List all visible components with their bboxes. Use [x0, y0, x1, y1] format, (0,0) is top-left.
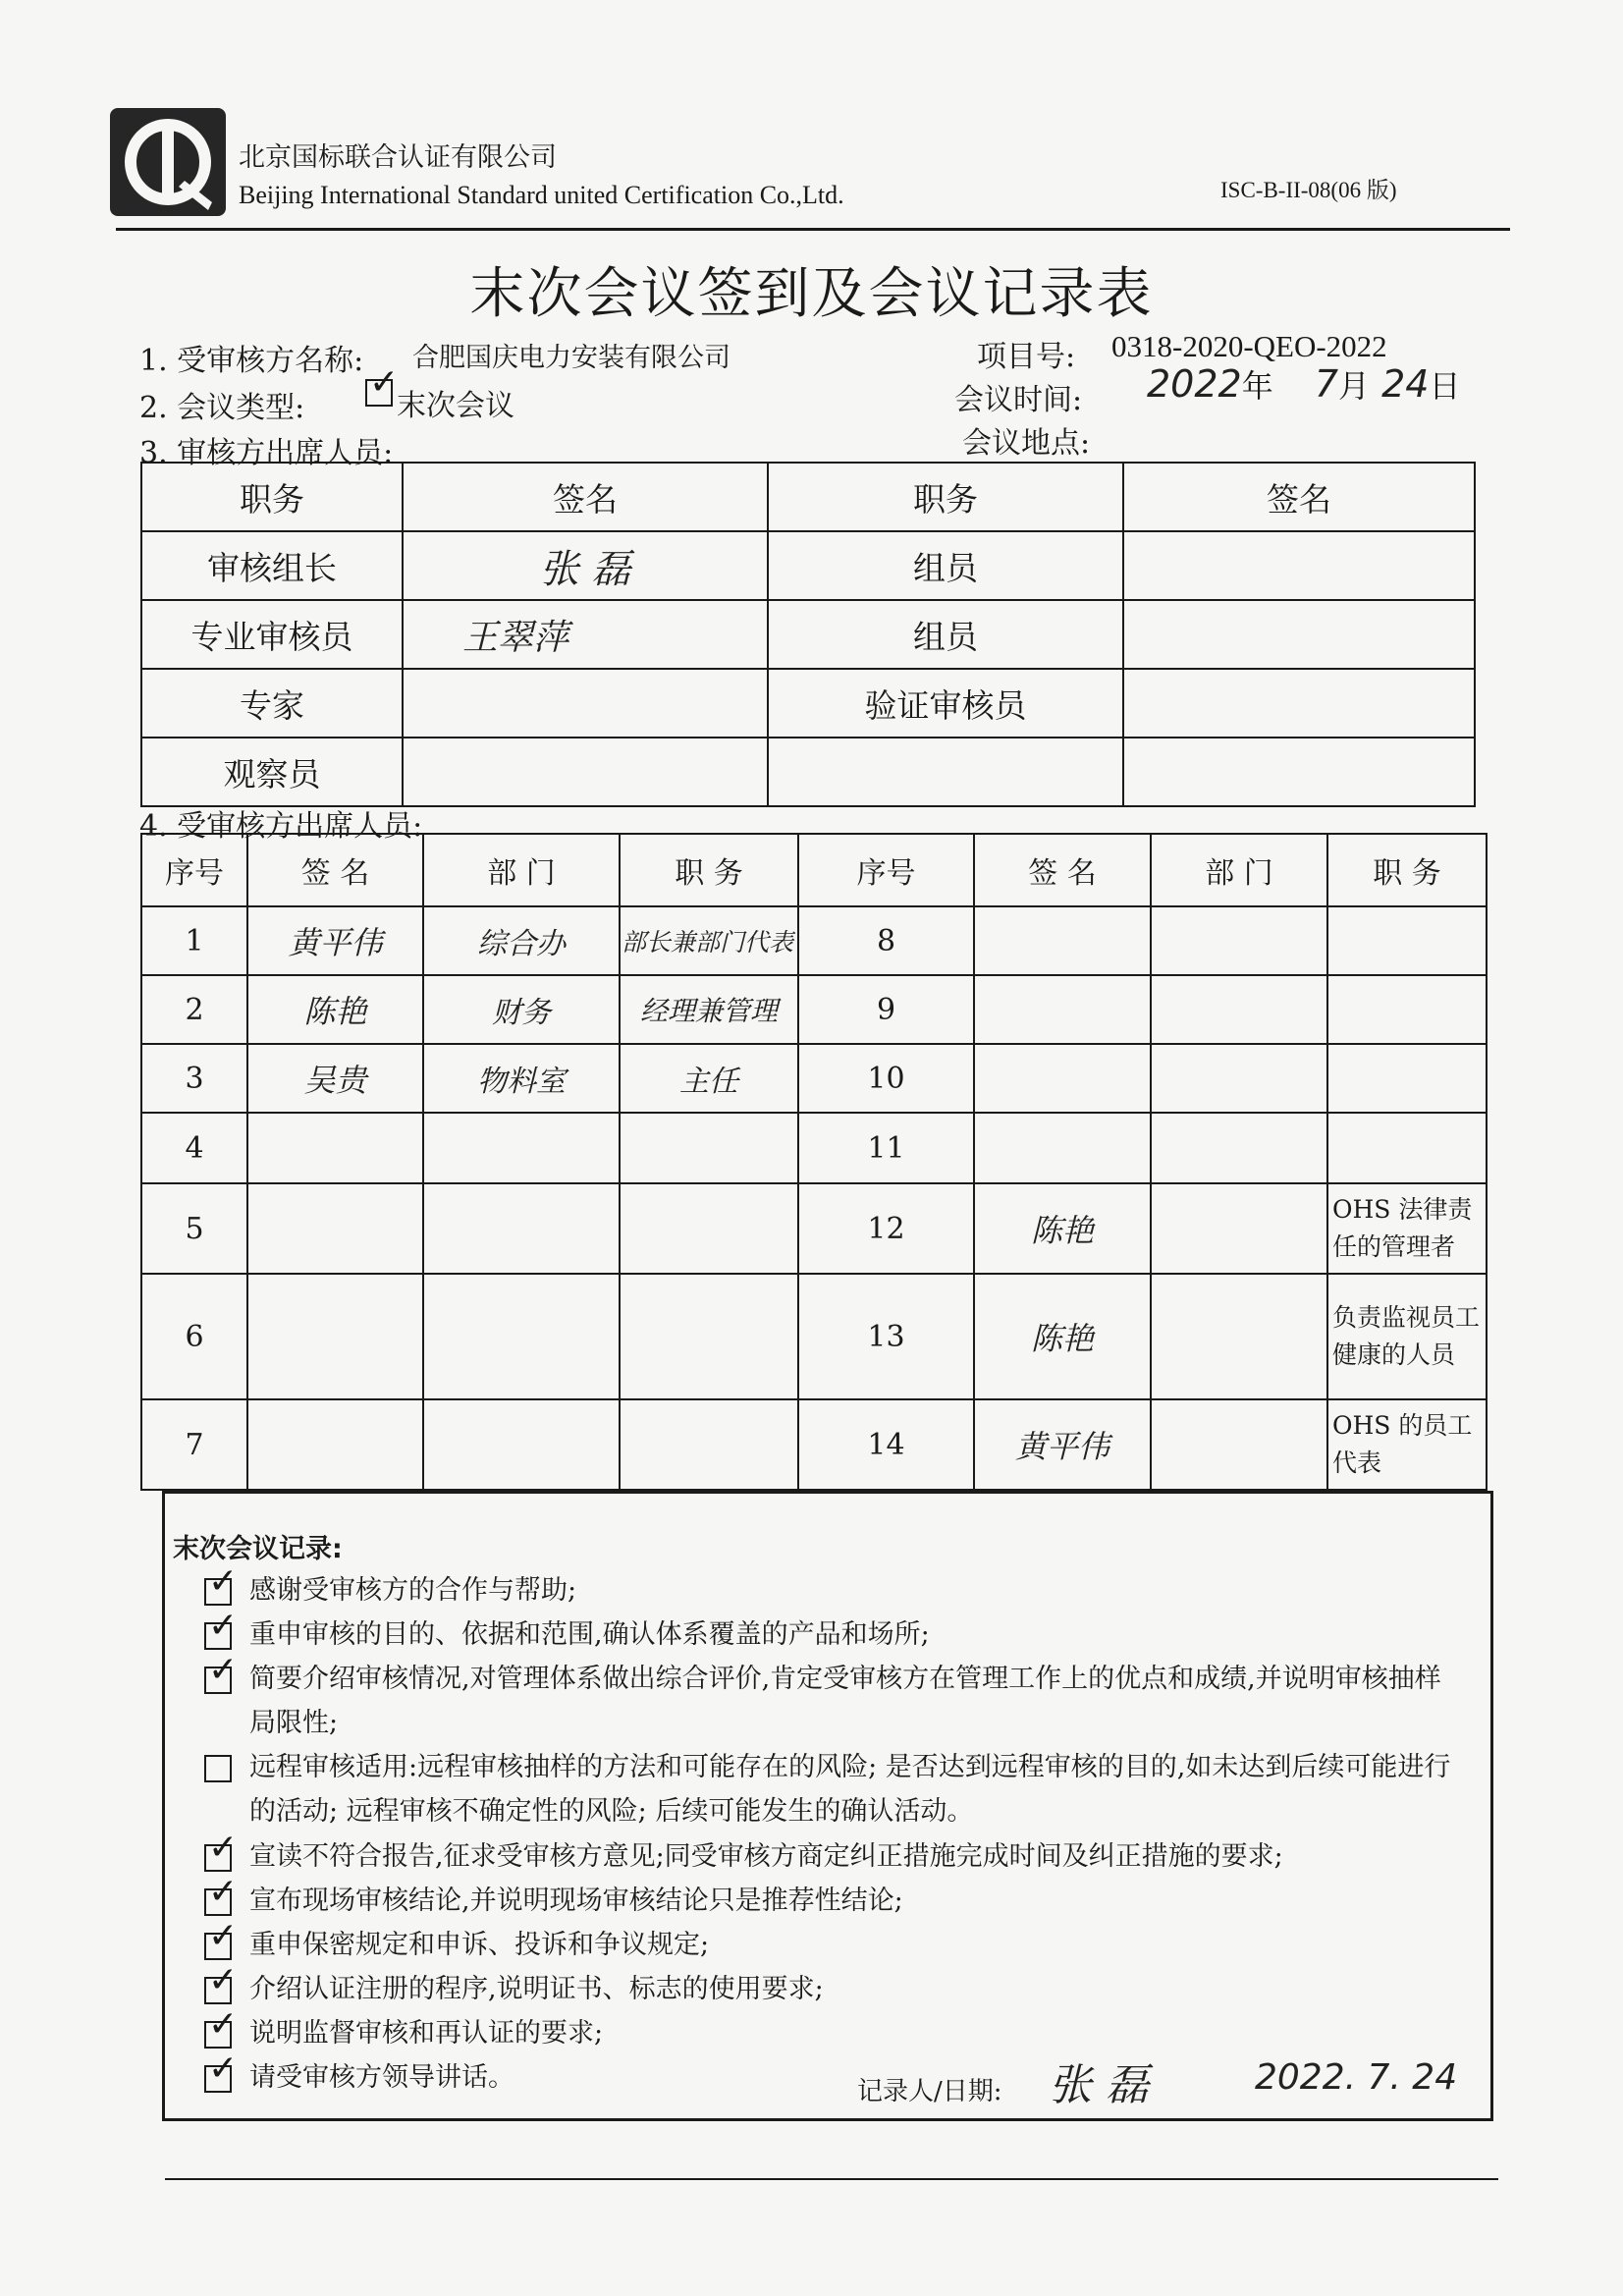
- row-number: 5: [141, 1183, 247, 1274]
- duty-cell: [1327, 975, 1487, 1044]
- recorder-label: 记录人/日期:: [857, 2077, 1002, 2106]
- attendee-table: [140, 833, 1488, 1491]
- table-row: [141, 975, 1487, 1044]
- meeting-type-label: 2. 会议类型:: [139, 391, 305, 425]
- duty-cell: [620, 1183, 798, 1274]
- company-logo: [110, 108, 226, 216]
- row-number: 2: [141, 975, 247, 1044]
- header-cell: 签名: [1123, 463, 1475, 531]
- auditor-table: [140, 462, 1476, 807]
- meeting-time-value: [1147, 361, 1461, 407]
- note-text: 请受审核方领导讲话。: [249, 2062, 514, 2093]
- role-cell: 验证审核员: [768, 669, 1123, 738]
- duty-cell: [1327, 906, 1487, 975]
- department-cell: 物料室: [423, 1044, 620, 1113]
- auditee-name-label: 1. 受审核方名称:: [139, 344, 364, 378]
- header-cell: 序号: [798, 834, 974, 906]
- signature-cell: 陈艳: [247, 975, 423, 1044]
- signature-cell: [403, 669, 768, 738]
- signature-cell: [247, 1183, 423, 1274]
- role-cell: 专业审核员: [141, 600, 403, 669]
- meeting-location-label: 会议地点:: [962, 426, 1091, 461]
- table-row: [141, 1113, 1487, 1183]
- header-rule: [116, 228, 1510, 231]
- row-number: 12: [798, 1183, 974, 1274]
- row-number: 8: [798, 906, 974, 975]
- department-cell: [423, 1113, 620, 1183]
- table-row: [141, 906, 1487, 975]
- role-cell: 专家: [141, 669, 403, 738]
- signature-cell: [247, 1113, 423, 1183]
- checkbox: [204, 2021, 232, 2049]
- auditee-section-label: 4. 受审核方出席人员:: [139, 809, 423, 844]
- signature-cell: 王翠萍: [403, 600, 768, 669]
- list-item: [204, 1923, 1461, 1967]
- signature-cell: 陈艳: [974, 1183, 1151, 1274]
- list-item: [204, 1568, 1461, 1613]
- signature-cell: 黄平伟: [974, 1399, 1151, 1490]
- signature-cell: 陈艳: [974, 1274, 1151, 1399]
- duty-cell: OHS 法律责任的管理者: [1327, 1183, 1487, 1274]
- attendee-table-header: [141, 834, 1487, 906]
- checkbox: [204, 1888, 232, 1916]
- footer-rule: [165, 2178, 1498, 2180]
- meeting-month-handwritten: 7: [1314, 362, 1339, 406]
- department-cell: [1151, 975, 1327, 1044]
- department-cell: [1151, 1274, 1327, 1399]
- header-cell: 序号: [141, 834, 247, 906]
- row-number: 3: [141, 1044, 247, 1113]
- signature-cell: [974, 1113, 1151, 1183]
- table-row: [141, 1274, 1487, 1399]
- duty-cell: [1327, 1113, 1487, 1183]
- checkbox: [204, 1844, 232, 1872]
- table-row: [141, 1399, 1487, 1490]
- department-cell: [1151, 906, 1327, 975]
- department-cell: [1151, 1183, 1327, 1274]
- row-number: 6: [141, 1274, 247, 1399]
- department-cell: [423, 1274, 620, 1399]
- list-item: [204, 1834, 1461, 1879]
- checkbox: [204, 1578, 232, 1606]
- department-cell: [423, 1399, 620, 1490]
- role-cell: 组员: [768, 600, 1123, 669]
- list-item: [204, 1967, 1461, 2011]
- meeting-notes-box: [162, 1491, 1493, 2121]
- recorder-signature: 张 磊: [1049, 2060, 1149, 2110]
- row-number: 14: [798, 1399, 974, 1490]
- auditee-name-value: 合肥国庆电力安装有限公司: [412, 343, 730, 373]
- signature-cell: 吴贵: [247, 1044, 423, 1113]
- department-cell: 财务: [423, 975, 620, 1044]
- note-text: 重申保密规定和申诉、投诉和争议规定;: [249, 1930, 710, 1960]
- duty-cell: OHS 的员工代表: [1327, 1399, 1487, 1490]
- signature-cell: [1123, 669, 1475, 738]
- project-value: 0318-2020-QEO-2022: [1111, 329, 1387, 363]
- list-item: [204, 1745, 1461, 1833]
- row-number: 4: [141, 1113, 247, 1183]
- department-cell: 综合办: [423, 906, 620, 975]
- department-cell: [1151, 1399, 1327, 1490]
- note-text: 远程审核适用:远程审核抽样的方法和可能存在的风险; 是否达到远程审核的目的,如未达到后续可能进行的活动; 远程审核不确定性的风险; 后续可能发生的确认活动。: [249, 1752, 1451, 1827]
- row-number: 1: [141, 906, 247, 975]
- signature-cell: [1123, 531, 1475, 600]
- form-code: ISC-B-II-08(06 版): [1220, 178, 1397, 202]
- table-row: [141, 1044, 1487, 1113]
- signature-cell: 黄平伟: [247, 906, 423, 975]
- signature-cell: [247, 1274, 423, 1399]
- header-cell: 职 务: [1327, 834, 1487, 906]
- recorder-date: 2022. 7. 24: [1255, 2057, 1458, 2098]
- note-text: 重申审核的目的、依据和范围,确认体系覆盖的产品和场所;: [249, 1619, 930, 1650]
- header-cell: 签 名: [974, 834, 1151, 906]
- table-row: [141, 738, 1475, 806]
- company-name-en: Beijing International Standard united Certification Co.,Ltd.: [239, 181, 844, 209]
- checkbox: [204, 1977, 232, 2004]
- checkbox: [204, 1933, 232, 1960]
- note-text: 宣读不符合报告,征求受审核方意见;同受审核方商定纠正措施完成时间及纠正措施的要求;: [249, 1841, 1283, 1872]
- header-cell: 部 门: [1151, 834, 1327, 906]
- note-text: 感谢受审核方的合作与帮助;: [249, 1575, 577, 1606]
- header-cell: 部 门: [423, 834, 620, 906]
- signature-cell: [1123, 738, 1475, 806]
- signature-cell: [1123, 600, 1475, 669]
- header-cell: 签 名: [247, 834, 423, 906]
- header-cell: 职务: [141, 463, 403, 531]
- department-cell: [423, 1183, 620, 1274]
- role-cell: 审核组长: [141, 531, 403, 600]
- note-text: 宣布现场审核结论,并说明现场审核结论只是推荐性结论;: [249, 1886, 903, 1916]
- meeting-type-checkbox: [365, 379, 393, 407]
- row-number: 10: [798, 1044, 974, 1113]
- meeting-time-label: 会议时间:: [954, 383, 1083, 417]
- header-cell: 职 务: [620, 834, 798, 906]
- meeting-type-value: 末次会议: [397, 389, 514, 423]
- note-text: 说明监督审核和再认证的要求;: [249, 2018, 604, 2049]
- table-row: [141, 600, 1475, 669]
- duty-cell: [620, 1274, 798, 1399]
- list-item: [204, 1613, 1461, 1657]
- list-item: [204, 1657, 1461, 1745]
- duty-cell: [620, 1399, 798, 1490]
- signature-cell: [974, 1044, 1151, 1113]
- header-cell: 职务: [768, 463, 1123, 531]
- checkbox: [204, 1755, 232, 1782]
- duty-cell: 主任: [620, 1044, 798, 1113]
- notes-title: 末次会议记录:: [173, 1534, 343, 1564]
- signature-cell: [974, 975, 1151, 1044]
- signature-cell: [974, 906, 1151, 975]
- project-label: 项目号:: [977, 340, 1076, 374]
- note-text: 简要介绍审核情况,对管理体系做出综合评价,肯定受审核方在管理工作上的优点和成绩,并说明审核抽样局限性;: [249, 1664, 1441, 1738]
- duty-cell: 经理兼管理: [620, 975, 798, 1044]
- page-title: 末次会议签到及会议记录表: [469, 262, 1154, 326]
- auditor-table-header: [141, 463, 1475, 531]
- auditor-section-label: 3. 审核方出席人员:: [139, 436, 394, 470]
- row-number: 13: [798, 1274, 974, 1399]
- duty-cell: 部长兼部门代表: [620, 906, 798, 975]
- role-cell: [768, 738, 1123, 806]
- row-number: 11: [798, 1113, 974, 1183]
- signature-cell: 张 磊: [403, 531, 768, 600]
- company-name-cn: 北京国标联合认证有限公司: [239, 142, 557, 173]
- header-cell: 签名: [403, 463, 768, 531]
- meeting-day-handwritten: 24: [1381, 362, 1430, 406]
- row-number: 7: [141, 1399, 247, 1490]
- role-cell: 组员: [768, 531, 1123, 600]
- list-item: [204, 1879, 1461, 1923]
- meeting-month-unit: 月: [1338, 367, 1371, 405]
- department-cell: [1151, 1113, 1327, 1183]
- meeting-year-unit: 年: [1241, 367, 1273, 405]
- meeting-year-handwritten: 2022: [1147, 362, 1242, 406]
- checkbox: [204, 2065, 232, 2093]
- signature-cell: [403, 738, 768, 806]
- list-item: [204, 2011, 1461, 2055]
- checkbox: [204, 1622, 232, 1650]
- role-cell: 观察员: [141, 738, 403, 806]
- table-row: [141, 531, 1475, 600]
- note-text: 介绍认证注册的程序,说明证书、标志的使用要求;: [249, 1974, 824, 2004]
- signature-cell: [247, 1399, 423, 1490]
- table-row: [141, 669, 1475, 738]
- meeting-day-unit: 日: [1429, 367, 1461, 405]
- row-number: 9: [798, 975, 974, 1044]
- department-cell: [1151, 1044, 1327, 1113]
- duty-cell: [620, 1113, 798, 1183]
- duty-cell: [1327, 1044, 1487, 1113]
- table-row: [141, 1183, 1487, 1274]
- checkbox: [204, 1667, 232, 1694]
- duty-cell: 负责监视员工健康的人员: [1327, 1274, 1487, 1399]
